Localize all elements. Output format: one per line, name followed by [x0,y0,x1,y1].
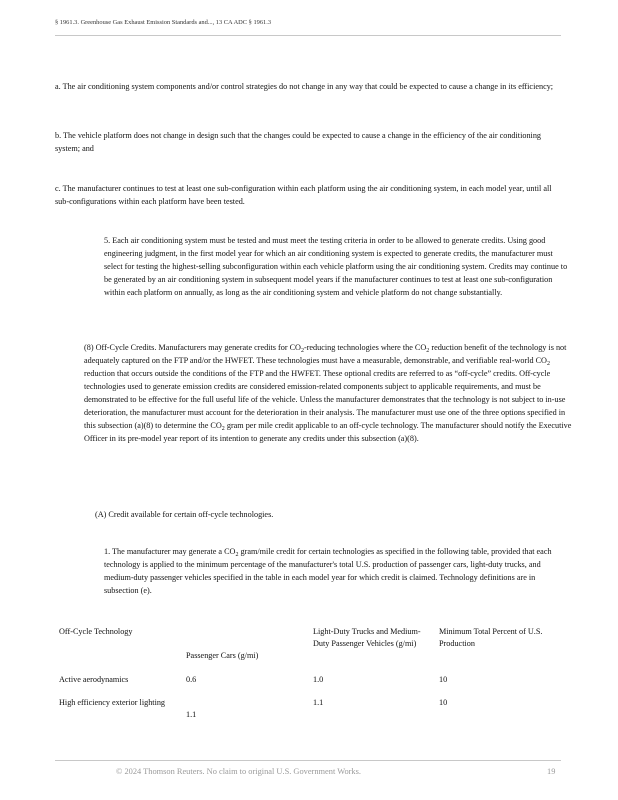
table-row-1-passenger-cars: 0.6 [186,675,197,684]
footer-divider [55,760,561,761]
table-row-2-technology: High efficiency exterior lighting [59,698,166,707]
footer-copyright: © 2024 Thomson Reuters. No claim to original U.S. Government Works. [116,767,361,776]
table-row-1-trucks: 1.0 [313,675,324,684]
page-number: 19 [547,767,556,776]
paragraph-c: c. The manufacturer continues to test at least one sub-configuration within each platform using the air conditioning system, in each model year, until all sub-configurations within each platform have been tested. [55,184,552,206]
table-row-2-minimum-percent: 10 [439,698,448,707]
item-a-heading: (A) Credit available for certain off-cycle technologies. [95,510,274,519]
document-citation-header: § 1961.3. Greenhouse Gas Exhaust Emission Standards and..., 13 CA ADC § 1961.3 [55,19,272,26]
table-header-technology: Off-Cycle Technology [59,627,133,636]
paragraph-a: a. The air conditioning system components and/or control strategies do not change in any way that could be expected to cause a change in its efficiency; [55,82,554,91]
table-row-2-passenger-cars: 1.1 [186,710,197,719]
header-divider [55,35,561,36]
table-header-light-duty-trucks: Light-Duty Trucks and Medium-Duty Passenger Vehicles (g/mi) [313,627,421,648]
table-row-2-trucks: 1.1 [313,698,324,707]
table-row-1-minimum-percent: 10 [439,675,448,684]
table-header-minimum-percent: Minimum Total Percent of U.S. Production [439,627,543,648]
table-header-passenger-cars: Passenger Cars (g/mi) [186,651,259,660]
paragraph-b: b. The vehicle platform does not change in design such that the changes could be expected to cause a change in the efficiency of the air conditioning system; and [55,131,542,153]
item-5-paragraph: 5. Each air conditioning system must be tested and must meet the testing criteria in order to be allowed to generate credits. Using good engineering judgment, in the first model year for which an air conditioning system is expected to generate credits, the manufacturer must select for testing the highest-selling subconfiguration within each vehicle platform using the air conditioning system. Credits may continue to be generated by an air conditioning system in subsequent model years if the manufacturer continues to test at least one sub-configuration within each platform on annually, as long as the air conditioning system and vehicle platform do not change substantially. [104,236,568,297]
item-1-paragraph: 1. The manufacturer may generate a $CO_2$ gram/mile credit for certain technologies as specified in the following table, provided that each technology is applied to the minimum percentage of the manufacturer's total U.S. production of passenger cars, light-duty trucks, and medium-duty passenger vehicles specified in the table in each model year for which credit is claimed. Technology definitions are in subsection (e). [104,547,552,595]
table-row-1-technology: Active aerodynamics [59,675,129,684]
off-cycle-credits-paragraph: (8) Off-Cycle Credits. Manufacturers may generate credits for $CO_2$-reducing technologies where the $CO_2$ reduction benefit of the technology is not adequately captured on the FTP and/or the HWFET. These technologies must have a measurable, demonstrable, and verifiable real-world $CO_2$ reduction that occurs outside the conditions of the FTP and the HWFET. These optional credits are referred to as “off-cycle” credits. Off-cycle technologies used to generate emission credits are considered emission-related components subject to applicable requirements, and must be demonstrated to be effective for the full useful life of the vehicle. Unless the manufacturer demonstrates that the technology is not subject to in-use deterioration, the manufacturer must account for the deterioration in their analysis. The manufacturer must use one of the three options specified in this subsection (a)(8) to determine the $CO_2$ gram per mile credit applicable to an off-cycle technology. The manufacturer should notify the Executive Officer in its pre-model year report of its intention to generate any credits under this subsection (a)(8). [84,343,572,443]
